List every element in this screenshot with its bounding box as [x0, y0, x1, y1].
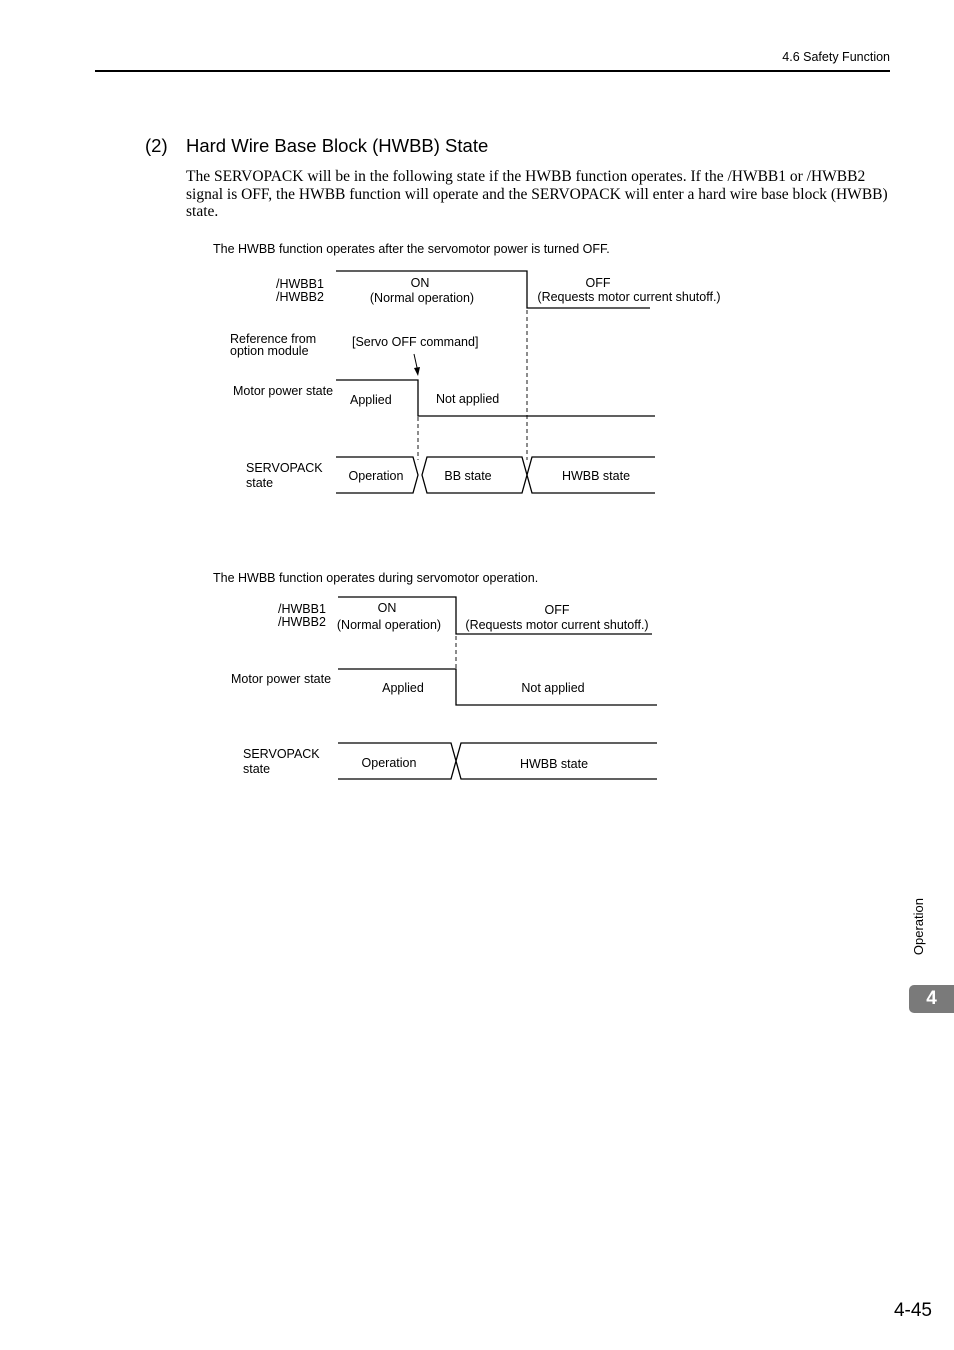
d1-servopack-line2: state	[246, 476, 274, 490]
d1-servo-off-command: [Servo OFF command]	[352, 335, 479, 349]
d2-servopack-line2: state	[243, 762, 271, 776]
d1-not-applied: Not applied	[436, 392, 500, 406]
d2-hwbb1-label: /HWBB1	[278, 602, 326, 616]
d2-state-hwbb: HWBB state	[519, 757, 589, 771]
chapter-tab: 4	[909, 985, 954, 1013]
d1-on-sub: (Normal operation)	[369, 291, 475, 305]
diagram2-caption: The HWBB function operates during servomotor operation.	[213, 571, 539, 585]
side-tab-label: Operation	[911, 898, 926, 956]
section-number: (2)	[145, 135, 168, 156]
d2-on-sub: (Normal operation)	[336, 618, 442, 632]
section-title: Hard Wire Base Block (HWBB) State	[186, 135, 489, 156]
running-header: 4.6 Safety Function	[782, 50, 890, 64]
d1-reference-line1: Reference from	[230, 332, 317, 346]
d1-reference-line2: option module	[230, 344, 309, 358]
d2-state-operation: Operation	[361, 756, 417, 770]
d2-off-label: OFF	[544, 603, 570, 617]
d2-not-applied: Not applied	[521, 681, 585, 695]
d1-off-label: OFF	[585, 276, 611, 290]
page-number: 4-45	[893, 1300, 932, 1321]
d2-servopack-line1: SERVOPACK	[243, 747, 320, 761]
d1-servopack-line1: SERVOPACK	[246, 461, 323, 475]
body-paragraph: The SERVOPACK will be in the following state if the HWBB function operates. If the /HWBB1 or /HWBB2 signal is OFF, the HWBB function will operate and the SERVOPACK will enter a hard wire base block (HWBB) state.	[186, 168, 888, 220]
d2-off-sub: (Requests motor current shutoff.)	[465, 618, 649, 632]
d2-motor-power-label: Motor power state	[231, 672, 332, 686]
d1-off-sub: (Requests motor current shutoff.)	[537, 290, 721, 304]
diagram1-caption: The HWBB function operates after the servomotor power is turned OFF.	[213, 242, 610, 256]
d2-on-label: ON	[377, 601, 397, 615]
d1-applied: Applied	[350, 393, 392, 407]
d1-state-operation: Operation	[348, 469, 404, 483]
d1-motor-power-label: Motor power state	[233, 384, 334, 398]
d2-applied: Applied	[382, 681, 424, 695]
d1-hwbb1-label: /HWBB1	[276, 277, 324, 291]
d2-hwbb2-label: /HWBB2	[278, 615, 326, 629]
d1-hwbb2-label: /HWBB2	[276, 290, 324, 304]
d1-state-bb: BB state	[444, 469, 492, 483]
d1-on-label: ON	[410, 276, 430, 290]
d1-state-hwbb: HWBB state	[561, 469, 631, 483]
